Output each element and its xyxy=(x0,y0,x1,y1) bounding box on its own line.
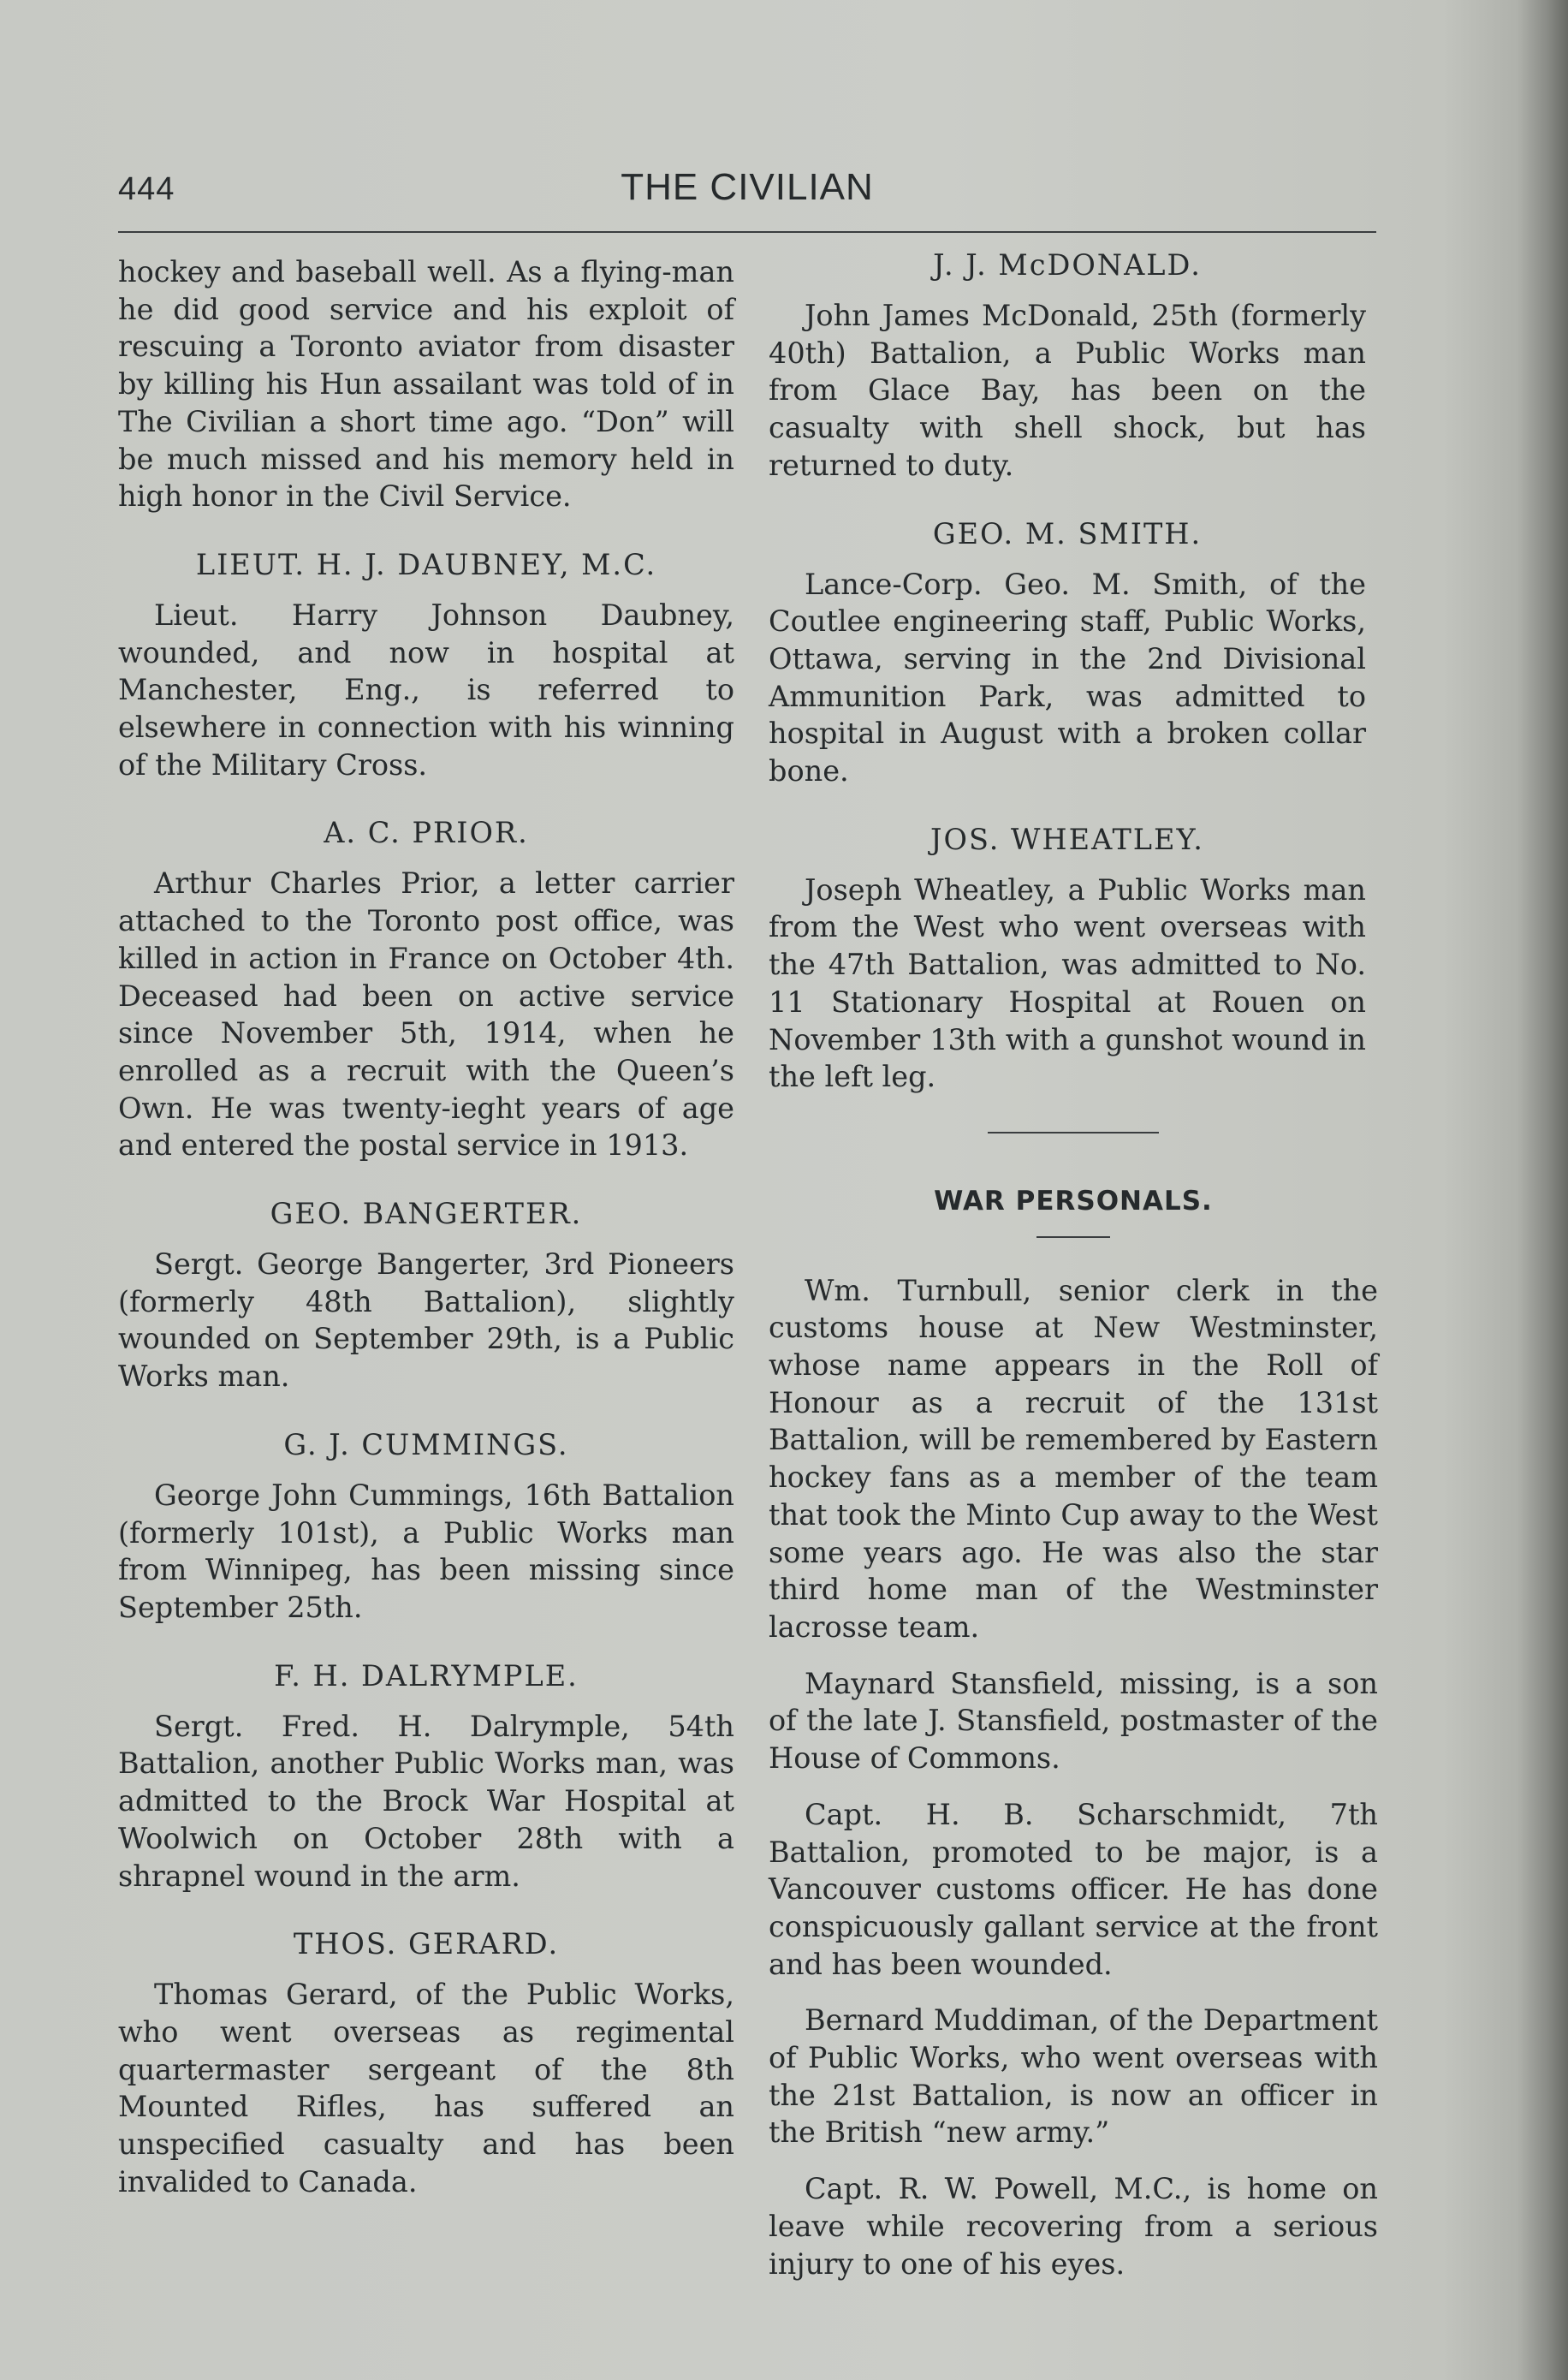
page-gutter-shadow xyxy=(1517,0,1568,2380)
header-rule xyxy=(118,231,1376,233)
continued-article xyxy=(118,253,734,515)
continued-article-text: hockey and baseball well. As a flying-man he did good service and his exploit of rescuing a Toronto aviator from disaster by killing his Hun assailant was told of in The Civilian a short time ago. “Don” will be much missed and his memory held in high honor in the Civil Service. xyxy=(118,255,734,514)
article-heading: GEO. BANGERTER. xyxy=(270,1197,583,1231)
personal-item xyxy=(769,2002,1378,2151)
article-smith xyxy=(769,515,1378,790)
section-heading: WAR PERSONALS. xyxy=(934,1185,1213,1217)
article-heading: J. J. McDONALD. xyxy=(933,248,1202,282)
article-heading: A. C. PRIOR. xyxy=(324,816,529,850)
personal-item xyxy=(769,1665,1378,1777)
personal-item xyxy=(769,1796,1378,1984)
article-body: George John Cummings, 16th Battalion (formerly 101st), a Public Works man from Winnipeg, has been missing since September 25th. xyxy=(118,1478,734,1624)
personal-text: Bernard Muddiman, of the Department of Public Works, who went overseas with the 21st Battalion, is now an officer in the British “new army.” xyxy=(769,2003,1378,2150)
article-heading: JOS. WHEATLEY. xyxy=(930,822,1204,856)
section-heading-underline xyxy=(1036,1236,1110,1238)
left-column xyxy=(118,253,734,2231)
personal-text: Wm. Turnbull, senior clerk in the customs house at New Westminster, whose name appears in the Roll of Honour as a recruit of the 131st Battalion, will be remembered by Eastern hockey fans as a member of the team that took the Minto Cup away to the West some years ago. He was also the star third home man of the Westminster lacrosse team. xyxy=(769,1273,1378,1644)
personal-item xyxy=(769,2170,1378,2282)
section-divider-rule xyxy=(988,1132,1159,1133)
article-heading: THOS. GERARD. xyxy=(293,1927,560,1961)
article-mcdonald xyxy=(769,247,1378,485)
article-dalrymple xyxy=(118,1657,734,1895)
running-title: THE CIVILIAN xyxy=(621,166,874,208)
personal-item xyxy=(769,1272,1378,1646)
article-body: Sergt. Fred. H. Dalrymple, 54th Battalion, another Public Works man, was admitted to the Brock War Hospital at Woolwich on October 28th with a shrapnel wound in the arm. xyxy=(118,1709,734,1893)
article-body: John James McDonald, 25th (formerly 40th) Battalion, a Public Works man from Glace Bay, has been on the casualty with shell shock, but has returned to duty. xyxy=(769,299,1366,482)
article-body: Thomas Gerard, of the Public Works, who went overseas as regimental quartermaster sergeant of the 8th Mounted Rifles, has suffered an unspecified casualty and has been invalided to Canada. xyxy=(118,1978,734,2199)
article-cummings xyxy=(118,1426,734,1627)
article-daubney xyxy=(118,546,734,784)
article-body: Sergt. George Bangerter, 3rd Pioneers (formerly 48th Battalion), slightly wounded on September 29th, is a Public Works man. xyxy=(118,1247,734,1394)
article-body: Arthur Charles Prior, a letter carrier attached to the Toronto post office, was killed in action in France on October 4th. Deceased had been on active service since November 5th, 1914, when he enrolled as a recruit with the Queen’s Own. He was twenty-ieght years of age and entered the postal service in 1913. xyxy=(118,866,734,1163)
article-gerard xyxy=(118,1925,734,2200)
article-heading: LIEUT. H. J. DAUBNEY, M.C. xyxy=(195,547,657,581)
article-body: Lieut. Harry Johnson Daubney, wounded, and now in hospital at Manchester, Eng., is referred to elsewhere in connection with his winning of the Military Cross. xyxy=(118,598,734,782)
article-body: Lance-Corp. Geo. M. Smith, of the Coutlee engineering staff, Public Works, Ottawa, serving in the 2nd Divisional Ammunition Park, was admitted to hospital in August with a broken collar bone. xyxy=(769,567,1366,788)
article-heading: GEO. M. SMITH. xyxy=(932,516,1203,550)
article-heading: F. H. DALRYMPLE. xyxy=(274,1658,579,1693)
article-body: Joseph Wheatley, a Public Works man from the West who went overseas with the 47th Battalion, was admitted to No. 11 Stationary Hospital at Rouen on November 13th with a gunshot wound in the left leg. xyxy=(769,872,1366,1094)
personal-text: Maynard Stansfield, missing, is a son of the late J. Stansfield, postmaster of the House of Commons. xyxy=(769,1666,1378,1776)
article-prior xyxy=(118,814,734,1164)
personal-text: Capt. R. W. Powell, M.C., is home on leave while recovering from a serious injury to one of his eyes. xyxy=(769,2172,1378,2281)
article-wheatley xyxy=(769,821,1378,1096)
page-header xyxy=(118,163,1376,231)
article-heading: G. J. CUMMINGS. xyxy=(283,1427,569,1461)
right-column xyxy=(769,247,1378,2301)
personal-text: Capt. H. B. Scharschmidt, 7th Battalion, promoted to be major, is a Vancouver customs officer. He has done conspicuously gallant service at the front and has been wounded. xyxy=(769,1797,1378,1981)
article-bangerter xyxy=(118,1195,734,1395)
page-number: 444 xyxy=(118,171,175,207)
